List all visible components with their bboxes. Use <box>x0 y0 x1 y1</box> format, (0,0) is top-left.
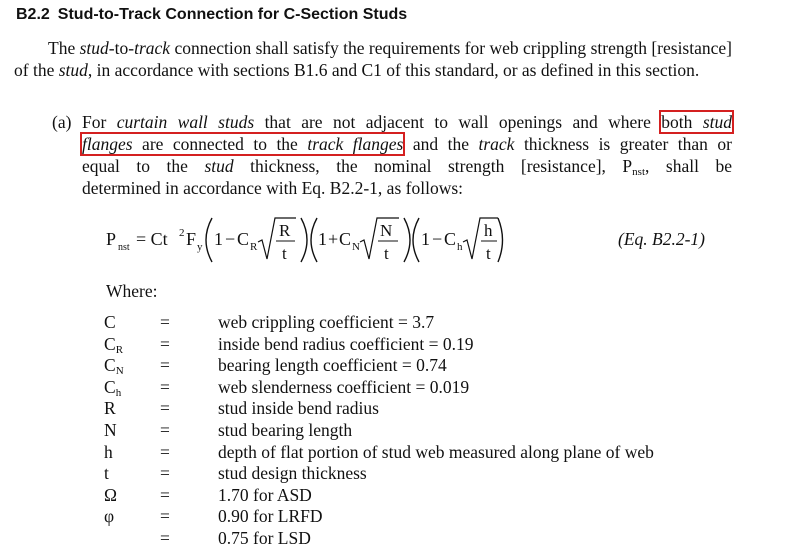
section-number: B2.2 <box>16 6 50 23</box>
line: flanges are connected to the track flanges and the track thickness is greater than or <box>82 134 733 154</box>
svg-text:−: − <box>432 229 443 249</box>
svg-text:−: − <box>225 229 236 249</box>
term-track: track <box>134 38 171 58</box>
svg-text:t: t <box>486 244 491 263</box>
paren-open-3 <box>413 218 419 262</box>
line: For curtain wall studs that are not adjacent to wall openings and where both stud <box>82 112 732 132</box>
paren-open-2 <box>311 218 317 262</box>
paren-close-1 <box>301 218 307 262</box>
text: connection shall satisfy the requirements for web crippling strength [resistance] of the <box>14 38 732 80</box>
svg-text:1: 1 <box>318 229 327 249</box>
svg-text:t: t <box>282 244 287 263</box>
svg-text:h: h <box>484 221 493 240</box>
text: -to- <box>108 38 135 58</box>
where-label: Where: <box>106 281 158 301</box>
svg-text:C: C <box>444 229 457 249</box>
section-title: Stud-to-Track Connection for C-Section Studs <box>57 6 408 23</box>
svg-text:C: C <box>339 229 352 249</box>
text: The <box>48 38 80 58</box>
eq-F: F <box>186 229 197 249</box>
paren-close-2 <box>404 218 410 262</box>
line: determined in accordance with Eq. B2.2-1, as follows: <box>82 178 464 198</box>
term-stud: stud <box>204 156 234 176</box>
svg-text:C: C <box>237 229 250 249</box>
svg-text:N: N <box>380 221 393 240</box>
svg-text:N: N <box>352 241 360 253</box>
eq-exponent: 2 <box>179 227 185 239</box>
eq-lhs-sub: nst <box>118 242 130 253</box>
svg-text:1: 1 <box>421 229 430 249</box>
term-stud: stud <box>58 60 88 80</box>
item-label: (a) <box>52 112 72 132</box>
item-a <box>52 111 742 198</box>
item-a-body <box>82 111 732 199</box>
paren-close-3 <box>498 218 503 262</box>
equation-graphic <box>106 212 506 268</box>
highlight-box-1: both stud <box>661 112 732 132</box>
text: , in accordance with sections B1.6 and C1 of this standard, or as defined in this section. <box>87 60 700 80</box>
svg-text:t: t <box>384 244 389 263</box>
line: equal to the stud thickness, the nominal strength [resistance], $P_{nst}$, shall be <box>82 156 733 178</box>
term-stud: stud <box>79 38 109 58</box>
equation-reference: (Eq. B2.2-1) <box>618 229 705 249</box>
intro-paragraph <box>14 37 732 81</box>
term-curtain-wall-studs: curtain wall studs <box>116 112 255 132</box>
sqrt-3 <box>463 218 498 259</box>
svg-text:h: h <box>457 241 463 253</box>
eq-prefix: = Ct <box>136 229 168 249</box>
section-heading <box>16 6 407 24</box>
equation-b2-2-1 <box>106 212 506 268</box>
highlight-box-2: flanges are connected to the track flanges <box>82 134 404 154</box>
eq-lhs: P <box>106 229 117 249</box>
term-track: track <box>478 134 515 154</box>
paren-open-1 <box>206 218 212 262</box>
svg-text:R: R <box>250 241 258 253</box>
svg-text:+: + <box>328 229 339 249</box>
svg-text:1: 1 <box>214 229 223 249</box>
eq-F-sub: y <box>197 241 203 253</box>
svg-text:R: R <box>279 221 291 240</box>
